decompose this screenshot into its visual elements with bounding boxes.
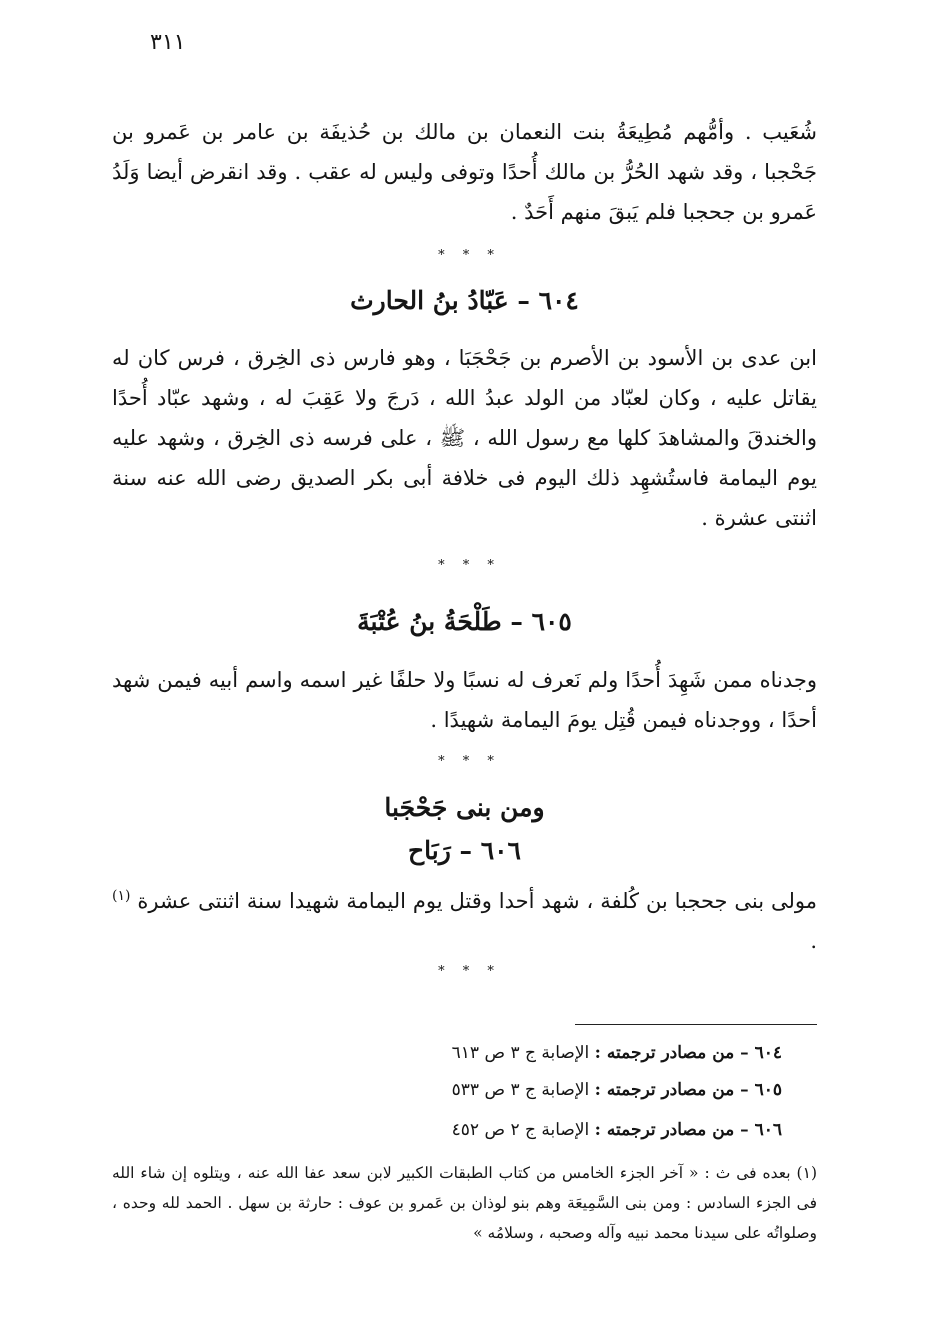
footnote: [112, 1158, 817, 1248]
section-separator: * * *: [438, 558, 501, 573]
entry-text-606-main: مولى بنى جحجبا بن كُلفة ، شهد أحدا وقتل يوم اليمامة شهيدا سنة اثنتى عشرة: [137, 889, 817, 913]
intro-paragraph-text: شُعَيب . وأمُّهم مُطِيعَةُ بنت النعمان بن مالك بن حُذيفَة بن عامر بن عَمرو بن جَحْجبا ، وقد شهد الحُرُّ بن مالك أُحدًا وتوفى وليس له عقب . وقد انقرض أيضا وَلَدُ عَمرو بن جحجبا فلم يَبقَ منهم أَحَدٌ .: [112, 120, 817, 224]
entry-text-606: [112, 876, 817, 961]
source-line-606-ref: الإصابة ج ٢ ص ٤٥٢: [451, 1120, 590, 1140]
entry-heading-606: ٦٠٦ – رَبَاح: [408, 836, 521, 865]
footnote-rule: [575, 1024, 817, 1025]
source-line-605-ref: الإصابة ج ٣ ص ٥٣٣: [451, 1080, 590, 1100]
entry-text-605-body: وجدناه ممن شَهِدَ أُحدًا ولم نَعرف له نسبًا ولا حلفًا غير اسمه واسم أبيه فيمن شهد أحدًا ، ووجدناه فيمن قُتِل يومَ اليمامة شهيدًا .: [112, 668, 817, 732]
entry-text-606-end: .: [810, 929, 817, 953]
entry-text-604: [112, 338, 817, 538]
source-line-605-lead: ٦٠٥ – من مصادر ترجمته :: [594, 1080, 782, 1100]
source-line-606: [330, 1118, 782, 1142]
entry-text-606-body: [112, 876, 817, 961]
section-separator: * * *: [438, 964, 501, 979]
entry-heading-605: ٦٠٥ – طَلْحَةُ بنُ عُتْبَةَ: [357, 607, 572, 636]
section-separator: * * *: [438, 248, 501, 263]
footnote-text: (١) بعده فى ث : « آخر الجزء الخامس من كتاب الطبقات الكبير لابن سعد عفا الله عنه ، ويتلوه إن شاء الله فى الجزء السادس : ومن بنى السَّمِيعَة وهم بنو لوذان بن عَمرو بن عوف : حارثة بن سهل . الحمد لله وحده ، وصلواتُه على سيدنا محمد نبيه وآله وصحبه ، وسلامُه »: [112, 1164, 817, 1242]
entry-text-605: [112, 660, 817, 740]
source-line-604-lead: ٦٠٤ – من مصادر ترجمته :: [594, 1043, 782, 1063]
source-line-604-ref: الإصابة ج ٣ ص ٦١٣: [451, 1043, 590, 1063]
section-heading: ومن بنى جَحْجَبا: [384, 793, 545, 822]
page-number: ٣١١: [150, 30, 186, 55]
entry-heading-604: ٦٠٤ – عَبّادُ بنُ الحارث: [350, 286, 579, 315]
entry-text-604-body: ابن عدى بن الأسود بن الأصرم بن جَحْجَبَا ، وهو فارس ذى الخِرق ، فرس كان له يقاتل عليه ، وكان لعبّاد من الولد عبدُ الله ، دَرجَ ولا عَقِبَ له ، وشهد عبّاد أُحدًا والخندقَ والمشاهدَ كلها مع رسول الله ، ﷺ ، على فرسه ذى الخِرق ، وشهد عليه يوم اليمامة فاستُشهِد ذلك اليوم فى خلافة أبى بكر الصديق رضى الله عنه سنة اثنتى عشرة .: [112, 346, 817, 530]
section-separator: * * *: [438, 754, 501, 769]
source-line-605: [330, 1078, 782, 1102]
footnote-reference: (١): [112, 888, 131, 904]
source-line-606-lead: ٦٠٦ – من مصادر ترجمته :: [594, 1120, 782, 1140]
intro-paragraph: [112, 112, 817, 232]
source-line-604: [330, 1041, 782, 1065]
